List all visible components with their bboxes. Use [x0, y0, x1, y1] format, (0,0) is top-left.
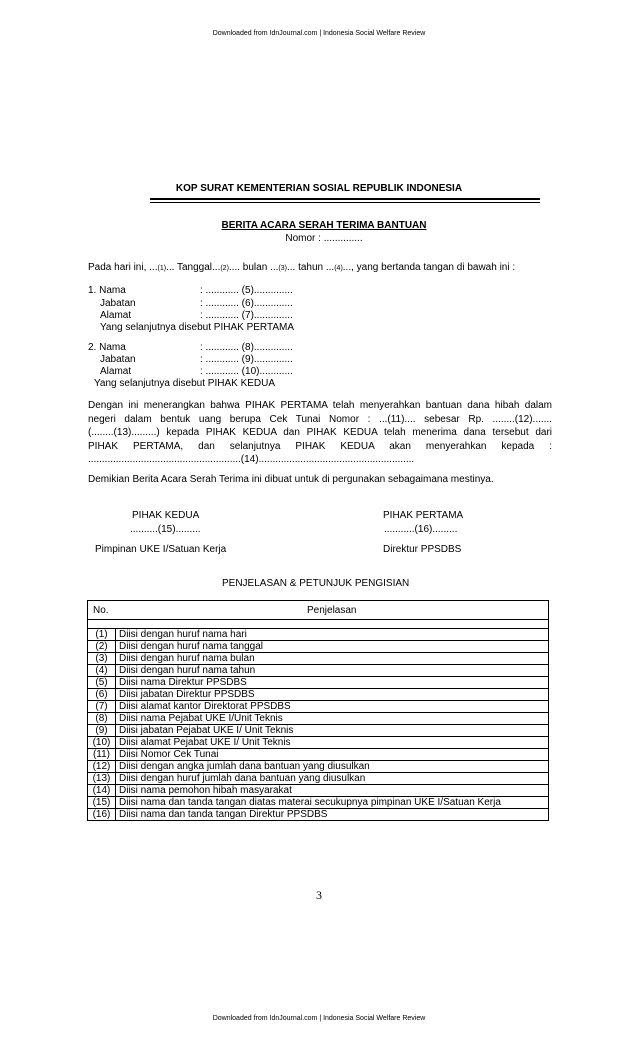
party2-alamat-label: Alamat [100, 366, 132, 377]
row-description: Diisi nama dan tanda tangan Direktur PPSDBS [116, 809, 549, 821]
row-number: (13) [88, 773, 116, 785]
signature-right-role: Direktur PPSDBS [383, 544, 462, 555]
row-description: Diisi dengan huruf nama tahun [116, 665, 549, 677]
explanation-heading: PENJELASAN & PETUNJUK PENGISIAN [222, 578, 410, 589]
table-row [88, 653, 549, 665]
row-number: (1) [88, 629, 116, 641]
row-description: Diisi dengan huruf nama hari [116, 629, 549, 641]
download-note-bottom: Downloaded from IdnJournal.com | Indonesia Social Welfare Review [212, 1015, 426, 1022]
row-description: Diisi nama dan tanda tangan diatas materai secukupnya pimpinan UKE I/Satuan Kerja [116, 797, 549, 809]
body-line-3: (........(13).........) kepada PIHAK KEDUA dan PIHAK KEDUA telah menerima dana tersebut dari [88, 427, 552, 438]
body-line-2: negeri dalam bentuk uang berupa Cek Tunai Nomor : ...(11).... sebesar Rp. ........(12)....... [88, 413, 552, 425]
row-number: (11) [88, 749, 116, 761]
party1-nama-label: 1. Nama [88, 285, 126, 296]
signature-left-role: Pimpinan UKE I/Satuan Kerja [95, 544, 227, 555]
table-row [88, 797, 549, 809]
doc-number: Nomor : .............. [285, 233, 363, 244]
body-line-1: Dengan ini menerangkan bahwa PIHAK PERTAMA telah menyerahkan bantuan dana hibah dalam [88, 400, 552, 411]
table-row [88, 689, 549, 701]
row-number: (9) [88, 725, 116, 737]
table-row [88, 773, 549, 785]
table-row [88, 665, 549, 677]
body-line-4: PIHAK PERTAMA, dan selanjutnya PIHAK KEDUA akan menyerahkan kepada : [88, 440, 552, 452]
row-description: Diisi nama Direktur PPSDBS [116, 677, 549, 689]
signature-left-blank: ..........(15)......... [130, 524, 201, 535]
closing-sentence: Demikian Berita Acara Serah Terima ini dibuat untuk di pergunakan sebagaimana mestinya. [88, 474, 494, 485]
table-header-row [88, 601, 549, 620]
row-number: (15) [88, 797, 116, 809]
row-description: Diisi nama Pejabat UKE I/Unit Teknis [116, 713, 549, 725]
letterhead: KOP SURAT KEMENTERIAN SOSIAL REPUBLIK INDONESIA [175, 183, 463, 194]
table-row [88, 629, 549, 641]
row-number: (2) [88, 641, 116, 653]
row-number: (14) [88, 785, 116, 797]
party1-alamat-value: : ............ (7).............. [200, 310, 293, 321]
table-row [88, 785, 549, 797]
row-number: (16) [88, 809, 116, 821]
row-description: Diisi Nomor Cek Tunai [116, 749, 549, 761]
body-line-5: .......................................................(14)........................................................ [88, 454, 415, 465]
table-row [88, 725, 549, 737]
party1-nama-value: : ............ (5).............. [200, 285, 293, 296]
table-row [88, 761, 549, 773]
party1-note: Yang selanjutnya disebut PIHAK PERTAMA [100, 322, 294, 333]
party2-jabatan-value: : ............ (9).............. [200, 354, 293, 365]
row-number: (6) [88, 689, 116, 701]
letterhead-rule-thin [150, 202, 540, 203]
row-description: Diisi dengan huruf jumlah dana bantuan yang diusulkan [116, 773, 549, 785]
table-row [88, 641, 549, 653]
row-description: Diisi dengan angka jumlah dana bantuan yang diusulkan [116, 761, 549, 773]
table-row [88, 701, 549, 713]
column-header-description: Penjelasan [116, 601, 549, 620]
row-description: Diisi dengan huruf nama bulan [116, 653, 549, 665]
intro-line: Pada hari ini, ...(1)... Tanggal...(2).... bulan ...(3)... tahun ...(4)..., yang bertanda tangan di bawah ini : [88, 262, 516, 273]
table-row [88, 677, 549, 689]
party2-alamat-value: : ............ (10)............ [200, 366, 293, 377]
party1-alamat-label: Alamat [100, 310, 132, 321]
table-spacer-row [88, 620, 549, 629]
row-description: Diisi alamat Pejabat UKE I/ Unit Teknis [116, 737, 549, 749]
table-row [88, 737, 549, 749]
row-number: (10) [88, 737, 116, 749]
row-number: (8) [88, 713, 116, 725]
row-number: (12) [88, 761, 116, 773]
row-description: Diisi nama pemohon hibah masyarakat [116, 785, 549, 797]
row-number: (4) [88, 665, 116, 677]
row-description: Diisi jabatan Pejabat UKE I/ Unit Teknis [116, 725, 549, 737]
party2-nama-label: 2. Nama [88, 342, 126, 353]
row-number: (7) [88, 701, 116, 713]
signature-right-blank: ...........(16)......... [384, 524, 458, 535]
signature-left-title: PIHAK KEDUA [132, 510, 200, 521]
body-paragraph [88, 399, 552, 467]
table-row [88, 713, 549, 725]
party2-nama-value: : ............ (8).............. [200, 342, 293, 353]
table-row [88, 749, 549, 761]
signature-right-title: PIHAK PERTAMA [383, 510, 464, 521]
row-description: Diisi alamat kantor Direktorat PPSDBS [116, 701, 549, 713]
row-description: Diisi jabatan Direktur PPSDBS [116, 689, 549, 701]
doc-title: BERITA ACARA SERAH TERIMA BANTUAN [221, 220, 427, 231]
page-number: 3 [316, 888, 322, 902]
row-number: (3) [88, 653, 116, 665]
explanation-table [87, 600, 549, 821]
column-header-no: No. [88, 601, 116, 620]
party2-note: Yang selanjutnya disebut PIHAK KEDUA [94, 378, 276, 389]
row-description: Diisi dengan huruf nama tanggal [116, 641, 549, 653]
party1-jabatan-value: : ............ (6).............. [200, 298, 293, 309]
table-row [88, 809, 549, 821]
party2-jabatan-label: Jabatan [100, 354, 136, 365]
letterhead-rule-thick [150, 198, 540, 200]
row-number: (5) [88, 677, 116, 689]
party1-jabatan-label: Jabatan [100, 298, 136, 309]
download-note-top: Downloaded from IdnJournal.com | Indonesia Social Welfare Review [212, 30, 426, 37]
